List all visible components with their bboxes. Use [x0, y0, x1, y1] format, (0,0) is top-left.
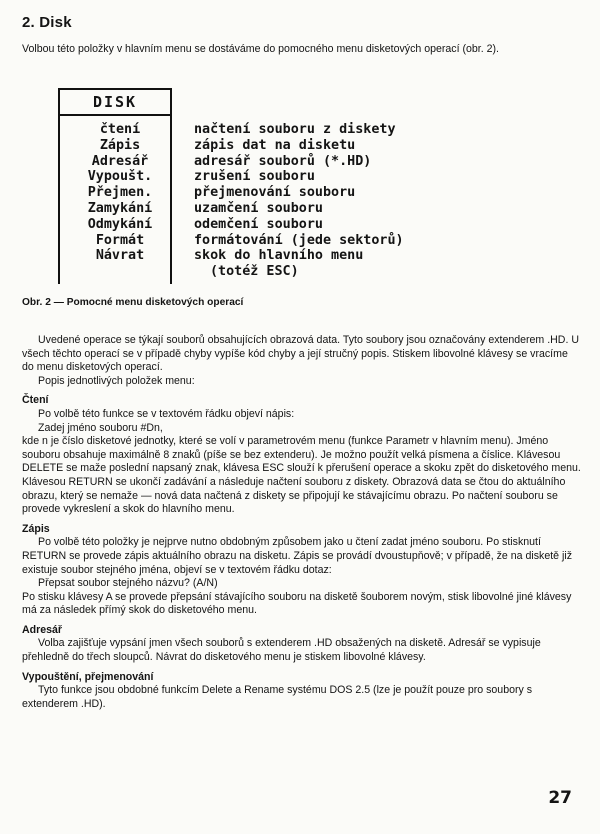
- command-description: odemčení souboru: [194, 216, 323, 232]
- command-description: skok do hlavního menu: [194, 248, 364, 264]
- command-label: Zamykání: [87, 200, 153, 216]
- command-description: zrušení souboru: [194, 169, 315, 185]
- paragraph: Po volbě této funkce se v textovém řádku objeví nápis:: [38, 407, 295, 420]
- description-column: [194, 122, 544, 280]
- paragraph: Po volbě této položky je nejprve nutno obdobným způsobem jako u čtení zadat jméno souboru. Po stisknutí RETURN se provede zápis aktuálního obrazu na disketu. Zápis se provádí dvoustupňově; v případě, že na disketě již existuje soubor stejného jména, objeví se v textovém řádku dotaz:: [22, 536, 573, 576]
- intro-paragraph: Volbou této položky v hlavním menu se dostáváme do pomocného menu disketových operací (obr. 2).: [22, 43, 499, 55]
- command-label: Odmykání: [87, 216, 153, 232]
- subsection-heading: Vypouštění, přejmenování: [22, 670, 154, 683]
- paragraph: kde n je číslo disketové jednotky, které se volí v parametrovém menu (funkce Parametr v hlavním menu). Jméno souboru obsahuje maximálně 8 znaků (píše se bez extenderu). Je možno použít velká písmena a číslice. Klávesou DELETE se maže poslední napsaný znak, klávesa ESC slouží k přerušení operace a skoku zpět do disketového menu. Klávesou RETURN se ukončí zadávání a následuje načtení souboru z diskety. Obrazová data se čtou do aktuálního obrazu, který se nemaže — nová data načtená z diskety se připojují ke stávajícímu obrazu. Po načtení souboru se provede vykreslení a skok do hlavního menu.: [22, 435, 581, 516]
- subsection-heading: Čtení: [22, 394, 49, 407]
- command-description: formátování (jede sektorů): [194, 232, 404, 248]
- command-label: Návrat: [95, 248, 145, 264]
- page-number: 27: [548, 788, 572, 808]
- command-description: přejmenování souboru: [194, 185, 356, 201]
- prompt-text: Přepsat soubor stejného názvu? (A/N): [38, 577, 218, 590]
- command-description: zápis dat na disketu: [194, 137, 356, 153]
- command-label: čtení: [99, 122, 141, 137]
- disk-menu-title: DISK: [58, 88, 172, 116]
- body-text: [22, 334, 582, 711]
- command-description: načtení souboru z diskety: [194, 122, 396, 137]
- command-description: adresář souborů (*.HD): [194, 153, 372, 169]
- paragraph: Popis jednotlivých položek menu:: [38, 374, 195, 387]
- command-label: Formát: [95, 232, 145, 248]
- section-heading: 2. Disk: [22, 14, 72, 31]
- disk-menu-figure: [58, 88, 540, 284]
- paragraph: Uvedené operace se týkají souborů obsahujících obrazová data. Tyto soubory jsou označovány extenderem .HD. U všech těchto operací se v případě chyby vypíše kód chyby a její stručný popis. Stiskem libovolné klávesy se vracíme do menu disketových operací.: [22, 334, 579, 374]
- prompt-text: Zadej jméno souboru #Dn,: [38, 421, 163, 434]
- command-column: [70, 122, 170, 280]
- command-label: [70, 264, 170, 280]
- subsection-heading: Adresář: [22, 623, 63, 636]
- paragraph: Tyto funkce jsou obdobné funkcím Delete a Rename systému DOS 2.5 (lze je použít pouze pro soubory s extenderem .HD).: [22, 684, 533, 710]
- paragraph: Volba zajišťuje vypsání jmen všech souborů s extenderem .HD obsažených na disketě. Adresář se vypisuje přehledně do třech sloupců. Návrat do disketového menu je stiskem libovolné klávesy.: [22, 637, 541, 664]
- command-description: (totéž ESC): [210, 264, 299, 280]
- figure-caption: Obr. 2 — Pomocné menu disketových operací: [22, 297, 244, 308]
- command-label: Zápis: [99, 137, 141, 153]
- figure-divider: [170, 116, 172, 284]
- subsection-heading: Zápis: [22, 522, 50, 535]
- command-label: Adresář: [91, 153, 149, 169]
- paragraph: Po stisku klávesy A se provede přepsání stávajícího souboru na disketě šouborem novým, stisk libovolné jiné klávesy má za následek přímý skok do disketového menu.: [22, 590, 572, 617]
- command-label: Přejmen.: [87, 185, 153, 201]
- command-label: Vypoušt.: [87, 169, 153, 185]
- command-description: uzamčení souboru: [194, 200, 323, 216]
- figure-left-border: [58, 88, 60, 284]
